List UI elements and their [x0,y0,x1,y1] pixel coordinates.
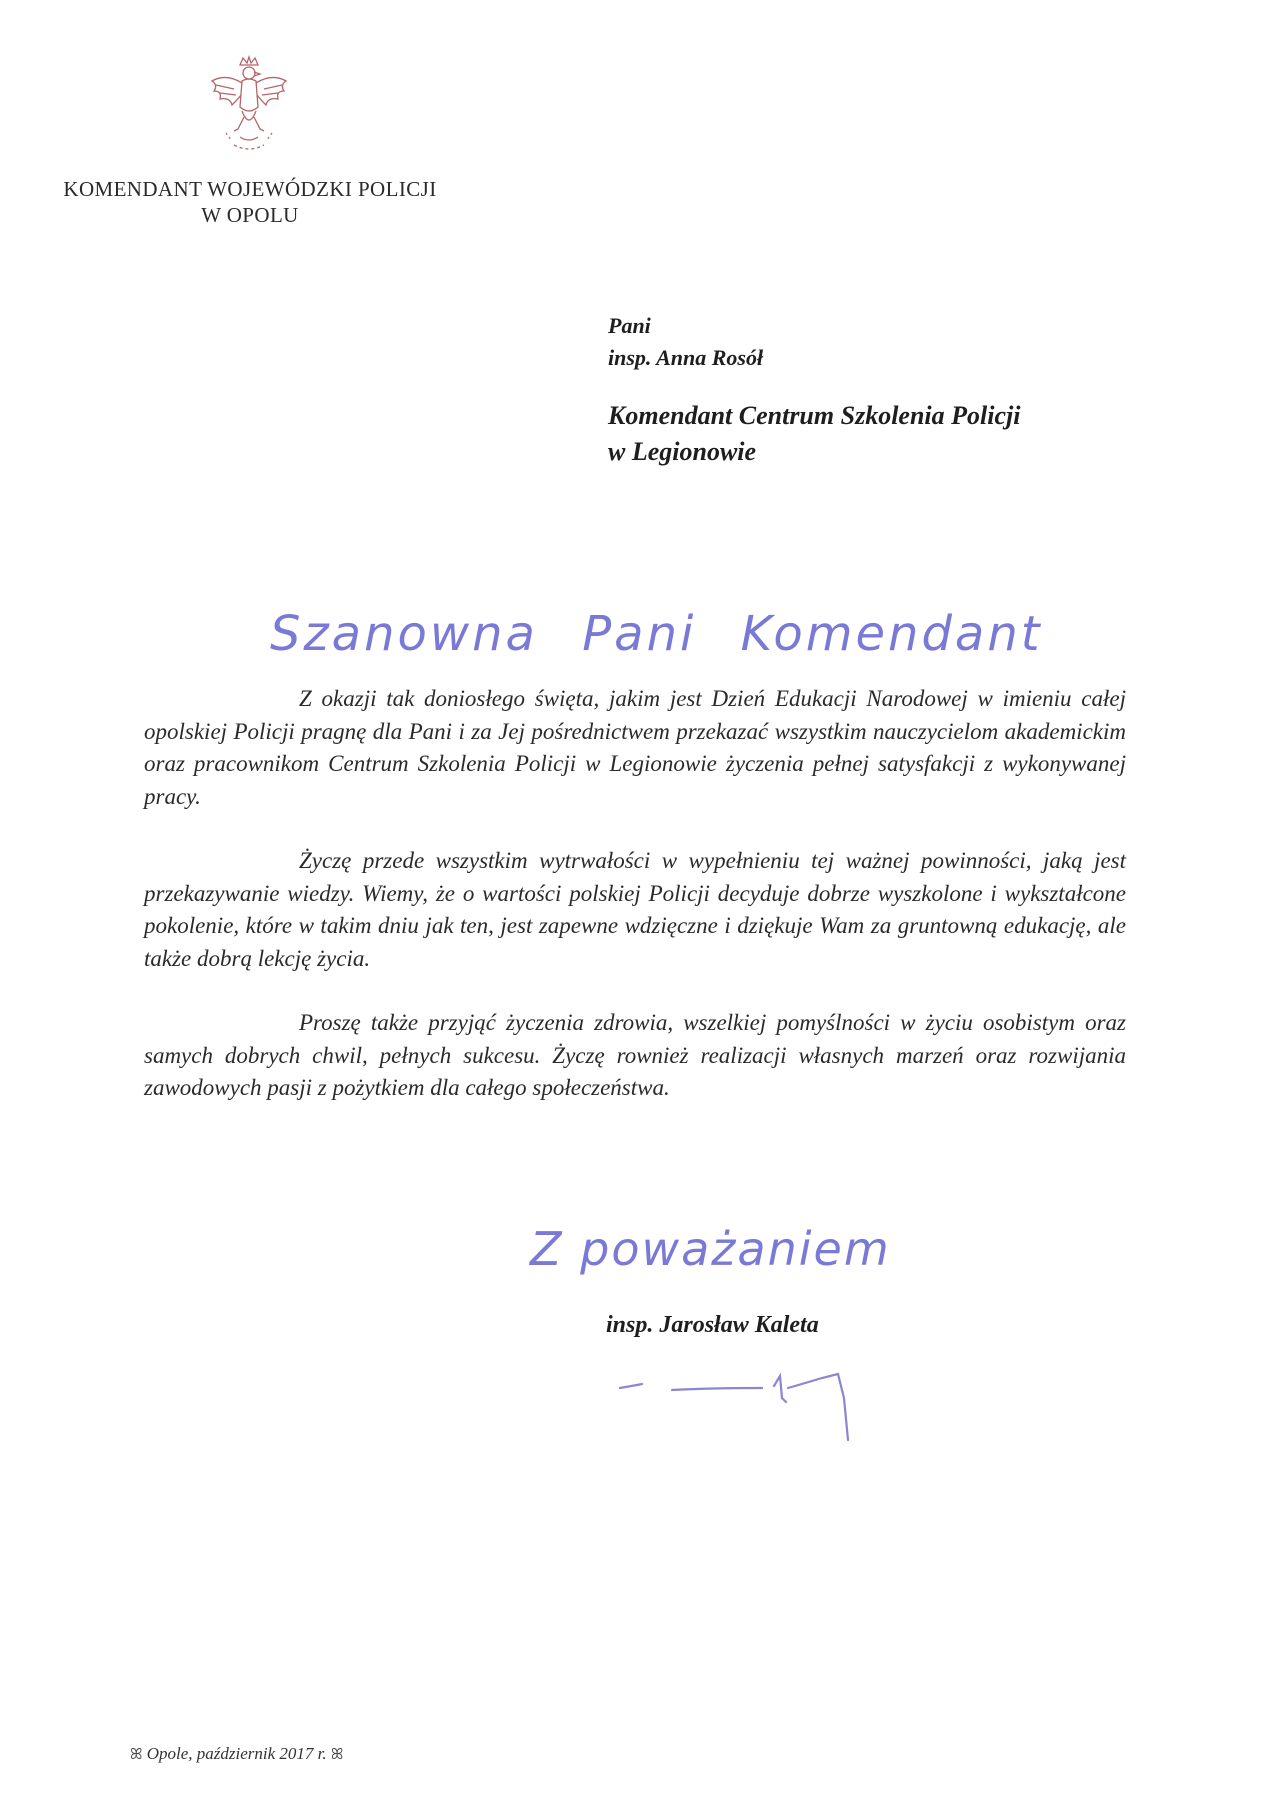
paragraph-2: Życzę przede wszystkim wytrwałości w wypełnieniu tej ważnej powinności, jaką jest przekazywanie wiedzy. Wiemy, że o wartości polskiej Policji decyduje dobrze wyszkolone i wykształcone pokolenie, które w takim dniu jak ten, jest zapewne wdzięczne i dziękuje Wam za gruntowną edukację, ale także dobrą lekcję życia. [144,848,1126,971]
ornament-right-icon: ꕤ [330,1747,344,1763]
handwritten-closing: Z poważaniem [530,1222,891,1276]
white-eagle-emblem-icon [204,55,294,155]
handwritten-signature-icon [612,1358,902,1458]
addressee-name: insp. Anna Rosół [608,345,764,370]
letter-body [144,683,1126,1137]
signatory-name: insp. Jarosław Kaleta [606,1312,819,1338]
paragraph-3: Proszę także przyjąć życzenia zdrowia, wszelkiej pomyślności w życiu osobistym oraz samych dobrych chwil, pełnych sukcesu. Życzę rownież realizacji własnych marzeń oraz rozwijania zawodowych pasji z pożytkiem dla całego społeczeństwa. [144,1010,1126,1100]
addressee-block [608,310,1020,470]
paragraph-1: Z okazji tak doniosłego święta, jakim jest Dzień Edukacji Narodowej w imieniu całej opolskiej Policji pragnę dla Pani i za Jej pośrednictwem przekazać wszystkim nauczycielom akademickim oraz pracownikom Centrum Szkolenia Policji w Legionowie życzenia pełnej satysfakcji z wykonywanej pracy. [144,686,1126,809]
addressee-position: Komendant Centrum Szkolenia Policji [608,401,1021,430]
footer-place-date [130,1744,343,1764]
institution-line-1: KOMENDANT WOJEWÓDZKI POLICJI [63,177,437,201]
addressee-location: w Legionowie [608,437,757,466]
addressee-salutation: Pani [608,313,651,338]
institution-line-2: W OPOLU [201,203,299,227]
institution-name [40,176,460,228]
ornament-left-icon: ꕤ [130,1747,143,1763]
footer-text: Opole, październik 2017 r. [146,1744,327,1763]
handwritten-salutation: Szanowna Pani Komendant [270,606,1043,662]
